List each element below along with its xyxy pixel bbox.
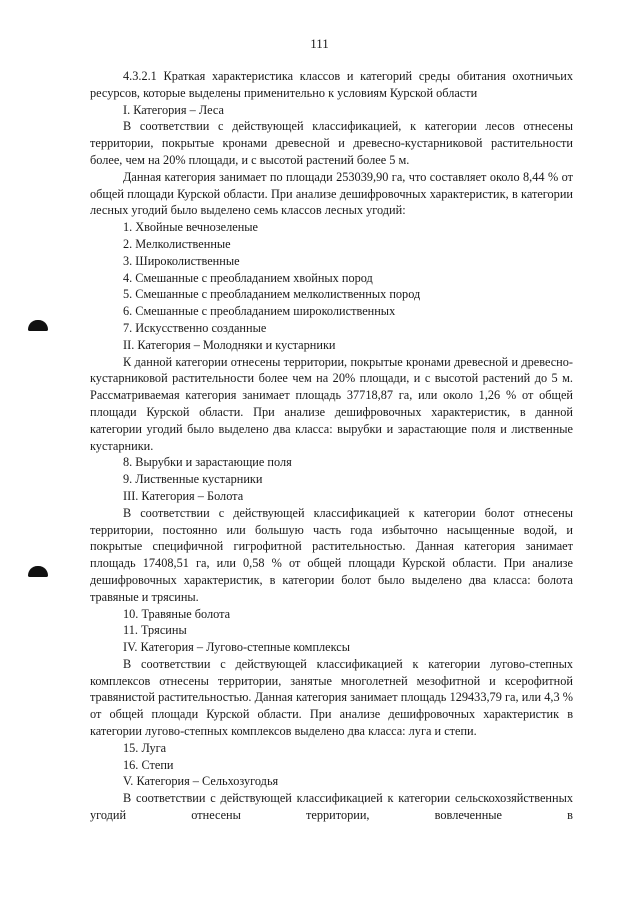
section-heading: 4.3.2.1 Краткая характеристика классов и категорий среды обитания охотничьих ресурсов, которые выделены применительно к условиям Курской области: [90, 69, 573, 100]
category-title: II. Категория – Молодняки и кустарники: [123, 337, 336, 352]
list-item: 9. Лиственные кустарники: [123, 472, 263, 487]
class-list: [90, 219, 573, 337]
list-item: 11. Трясины: [123, 623, 187, 638]
class-list: [90, 740, 573, 774]
list-item: 2. Мелколиственные: [123, 236, 231, 251]
paragraph: В соответствии с действующей классификацией к категории болот отнесены территории, постоянно или большую часть года избыточно насыщенные водой, и покрытые специфичной гигрофитной растительностью. Данная категория занимает площадь 17408,51 га, или 0,58 % от общей площади Курской области. При анализе дешифровочных характеристик, в категории болот было выделено два класса: болота травяные и трясины.: [90, 505, 573, 604]
paragraph: В соответствии с действующей классификацией к категории лугово-степных комплексов отнесены территории, занятые многолетней мезофитной и ксерофитной травянистой растительностью. Данная категория занимает площадь 129433,79 га, или 4,3 % от общей площади Курской области. При анализе дешифровочных характеристик в категории лугово-степных комплексов выделено два класса: луга и степи.: [90, 656, 573, 739]
list-item: 3. Широколиственные: [123, 253, 240, 268]
paragraph: В соответствии с действующей классификацией к категории сельскохозяйственных угодий отнесены территории, вовлеченные в: [90, 791, 573, 823]
list-item: 7. Искусственно созданные: [123, 320, 267, 335]
list-item: 6. Смешанные с преобладанием широколиственных: [123, 304, 396, 319]
category-title: I. Категория – Леса: [123, 102, 224, 117]
document-body: [90, 68, 573, 824]
paragraph: К данной категории отнесены территории, покрытые кронами древесной и древесно-кустарниковой растительности более чем на 20% площади, и с высотой растений до 5 м. Рассматриваемая категория занимает площадь 37718,87 га, или около 1,26 % от общей площади Курской области. При анализе дешифровочных характеристик, в данной категории угодий было выделено два класса: вырубки и зарастающие поля и лиственные кустарники.: [90, 354, 573, 453]
list-item: 1. Хвойные вечнозеленые: [123, 220, 259, 235]
category-title: III. Категория – Болота: [123, 488, 244, 503]
list-item: 10. Травяные болота: [123, 606, 231, 621]
category-title: V. Категория – Сельхозугодья: [123, 774, 279, 789]
class-list: [90, 606, 573, 640]
list-item: 4. Смешанные с преобладанием хвойных пород: [123, 270, 373, 285]
paragraph: Данная категория занимает по площади 253039,90 га, что составляет около 8,44 % от общей площади Курской области. При анализе дешифровочных характеристик, в категории лесных угодий было выделено семь классов лесных угодий:: [90, 169, 573, 218]
binder-hole-mark: [28, 320, 48, 331]
list-item: 15. Луга: [123, 740, 167, 755]
class-list: [90, 454, 573, 488]
list-item: 16. Степи: [123, 757, 174, 772]
list-item: 5. Смешанные с преобладанием мелколиственных пород: [123, 287, 421, 302]
paragraph: В соответствии с действующей классификацией, к категории лесов отнесены территории, покрытые кронами древесной и древесно-кустарниковой растительности более, чем на 20% площади, и с высотой растений более 5 м.: [90, 119, 573, 167]
category-title: IV. Категория – Лугово-степные комплексы: [123, 640, 351, 655]
page-number: 111: [310, 36, 329, 51]
binder-hole-mark: [28, 566, 48, 577]
list-item: 8. Вырубки и зарастающие поля: [123, 455, 292, 470]
